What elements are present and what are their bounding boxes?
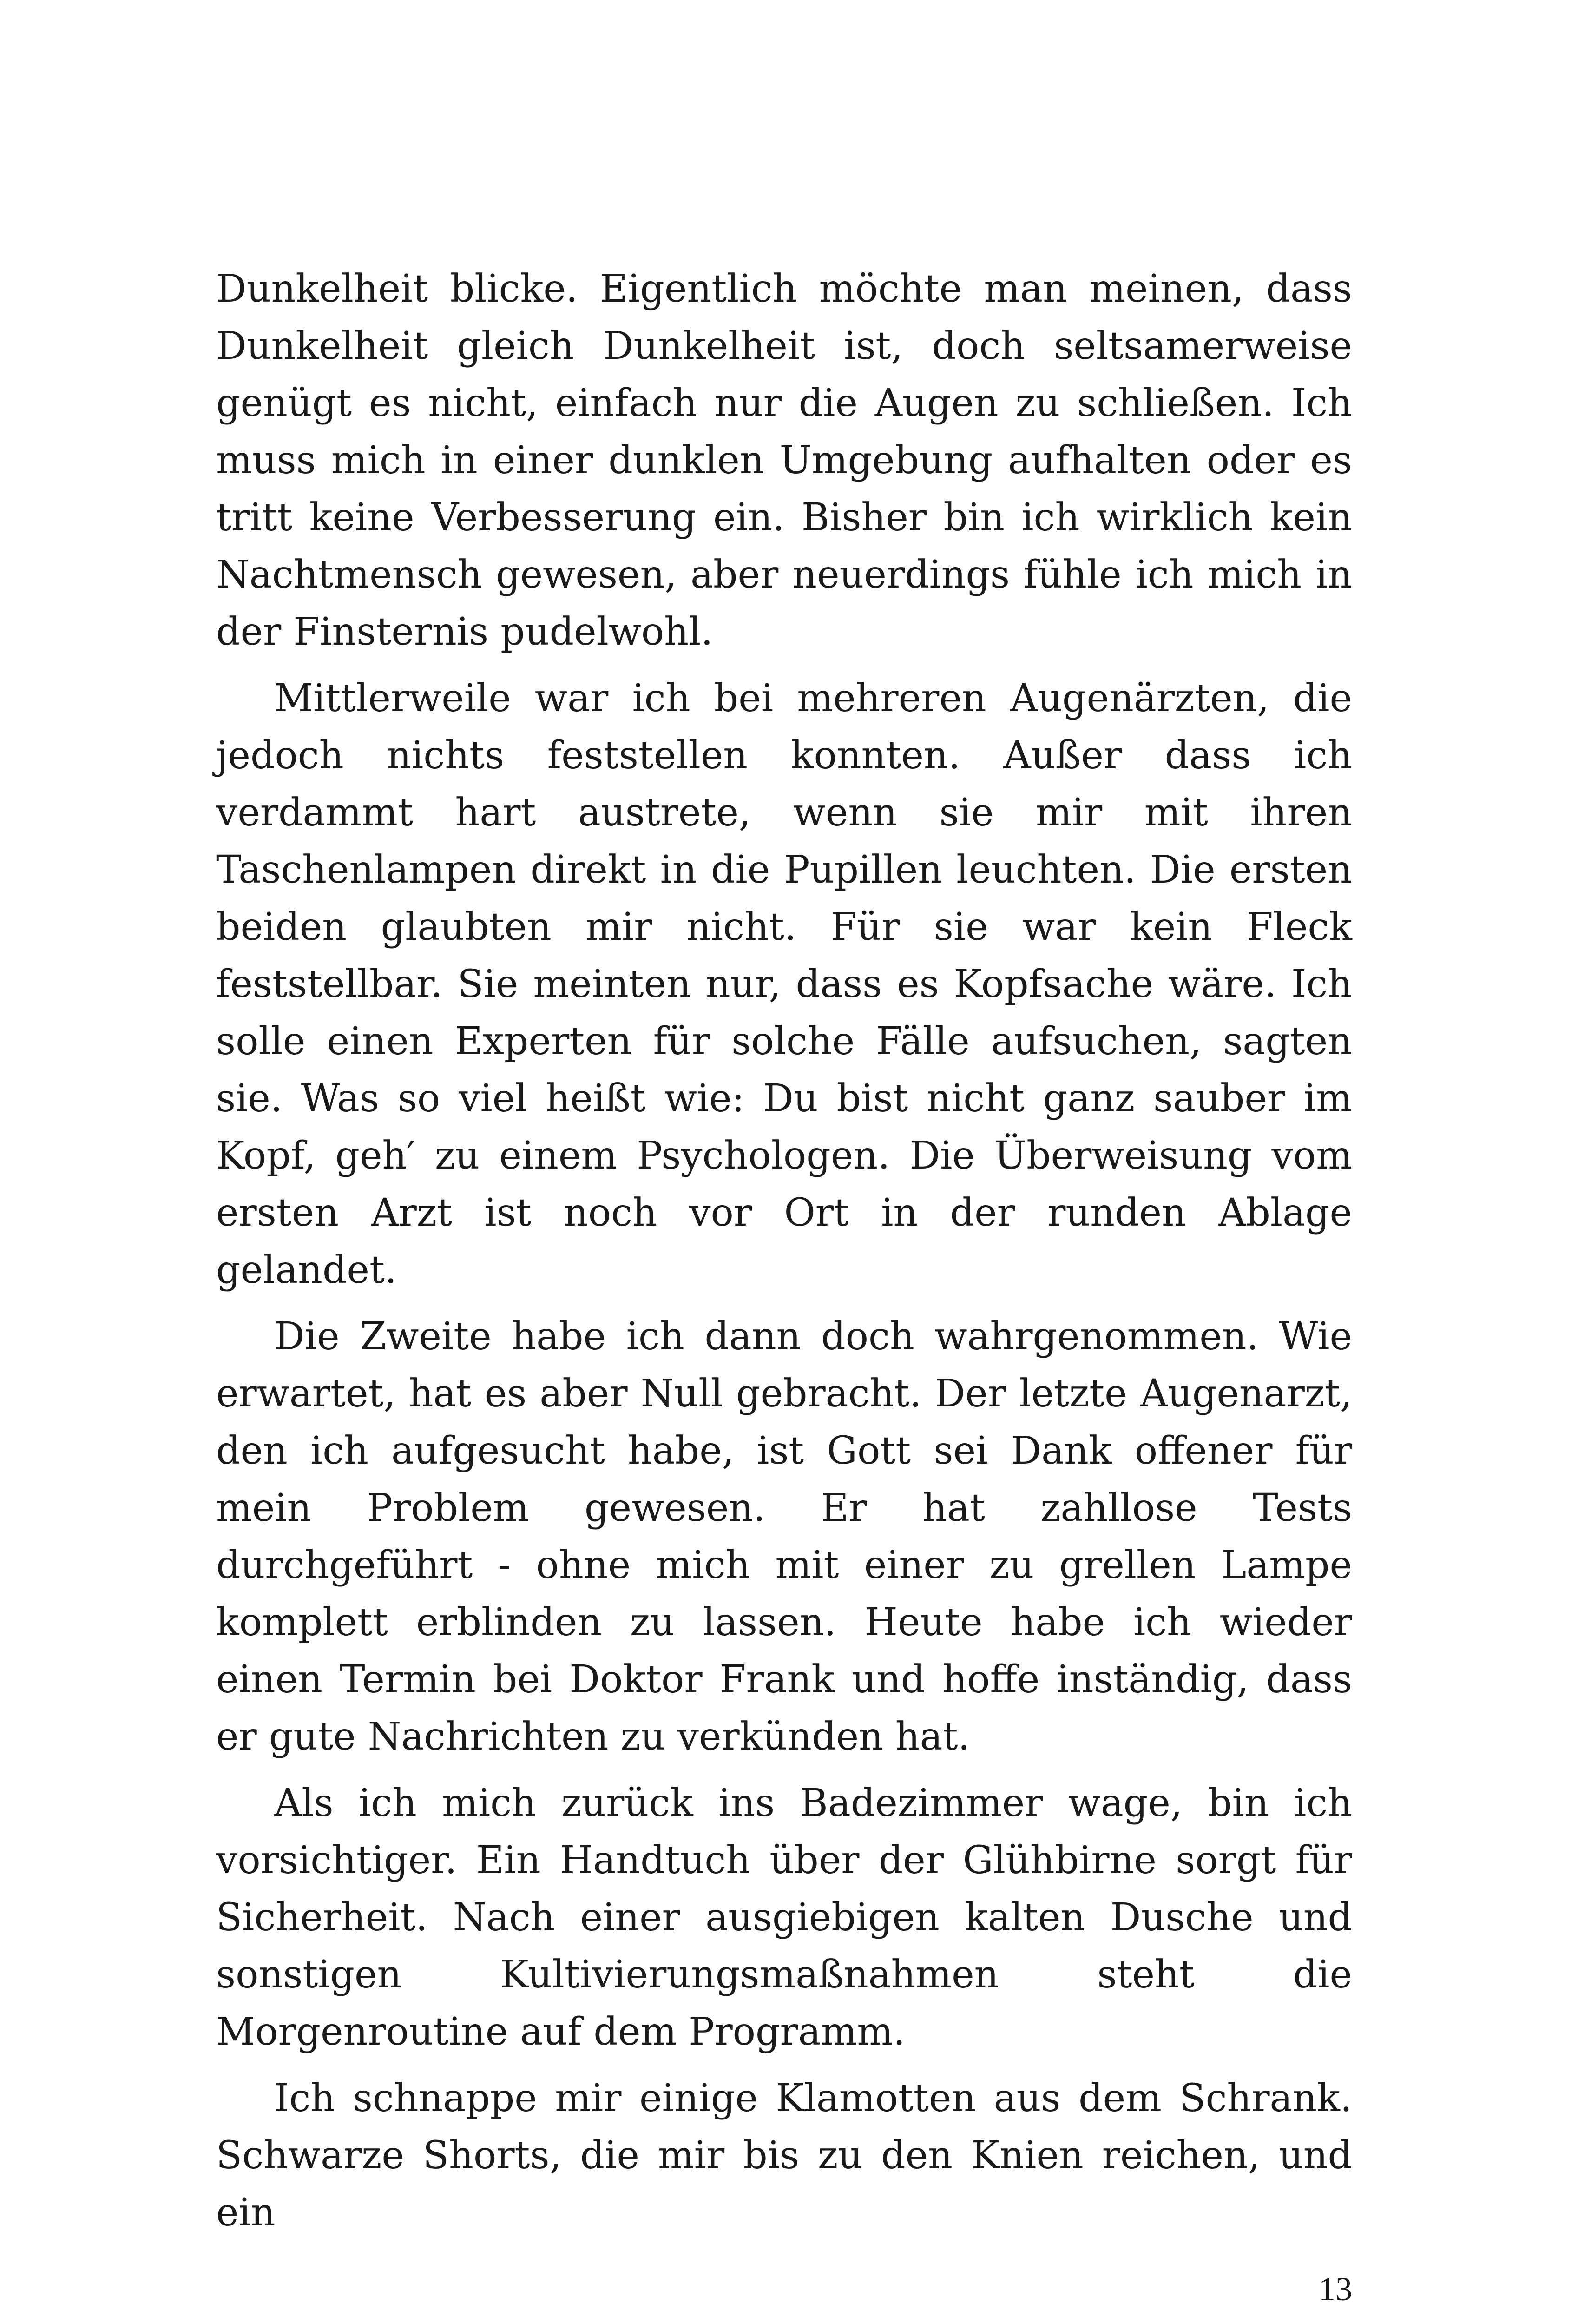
paragraph: Ich schnappe mir einige Klamotten aus dem Schrank. Schwarze Shorts, die mir bis zu den Knien reichen, und ein	[216, 2076, 1352, 2235]
paragraph: Die Zweite habe ich dann doch wahrgenommen. Wie erwartet, hat es aber Null gebracht. Der letzte Augenarzt, den ich aufgesucht habe, ist Gott sei Dank offener für mein Problem gewesen. Er hat zahllose Tests durchgeführt - ohne mich mit einer zu grellen Lampe komplett erblinden zu lassen. Heute habe ich wieder einen Termin bei Doktor Frank und hoffe inständig, dass er gute Nachrichten zu verkünden hat.	[216, 1314, 1352, 1759]
body-text	[216, 260, 1352, 2251]
paragraph: Dunkelheit blicke. Eigentlich möchte man meinen, dass Dunkelheit gleich Dunkelheit ist, doch seltsamerweise genügt es nicht, einfach nur die Augen zu schließen. Ich muss mich in einer dunklen Umgebung aufhalten oder es tritt keine Verbesserung ein. Bisher bin ich wirklich kein Nachtmensch gewesen, aber neuerdings fühle ich mich in der Finsternis pudelwohl.	[216, 267, 1352, 654]
page-number: 13	[1319, 2271, 1352, 2308]
paragraph: Als ich mich zurück ins Badezimmer wage, bin ich vorsichtiger. Ein Handtuch über der Glühbirne sorgt für Sicherheit. Nach einer ausgiebigen kalten Dusche und sonstigen Kultivierungsmaßnahmen steht die Morgenroutine auf dem Programm.	[216, 1781, 1352, 2054]
paragraph: Mittlerweile war ich bei mehreren Augenärzten, die jedoch nichts feststellen konnten. Außer dass ich verdammt hart austrete, wenn sie mir mit ihren Taschenlampen direkt in die Pupillen leuchten. Die ersten beiden glaubten mir nicht. Für sie war kein Fleck feststellbar. Sie meinten nur, dass es Kopfsache wäre. Ich solle einen Experten für solche Fälle aufsuchen, sagten sie. Was so viel heißt wie: Du bist nicht ganz sauber im Kopf, geh′ zu einem Psychologen. Die Überweisung vom ersten Arzt ist noch vor Ort in der runden Ablage gelandet.	[216, 676, 1352, 1292]
